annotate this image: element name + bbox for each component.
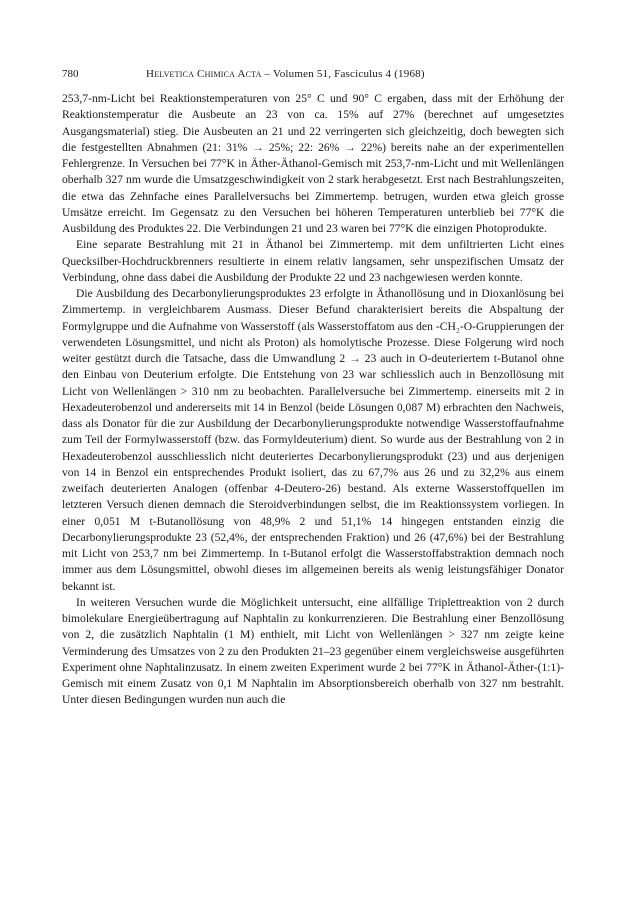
journal-page bbox=[62, 66, 564, 709]
journal-running-title bbox=[146, 66, 425, 82]
running-header bbox=[62, 66, 564, 82]
paragraph-4: In weiteren Versuchen wurde die Möglichkeit untersucht, eine allfällige Triplettreaktion von 2 durch bimolekulare Energieübertragung auf Naphtalin zu konkurrenzieren. Die Bestrahlung einer Benzollösung von 2, die zusätzlich Naphtalin (1 M) enthielt, mit Licht von Wellenlängen > 327 nm zeigte keine Verminderung des Umsatzes von 2 zu den Produkten 21–23 gegenüber einem vergleichsweise ausgeführten Experiment ohne Naphtalinzusatz. In einem zweiten Experiment wurde 2 bei 77°K in Äthanol-Äther-(1:1)-Gemisch mit einem Zusatz von 0,1 M Naphtalin im Absorptionsbereich oberhalb von 327 nm bestrahlt. Unter diesen Bedingungen wurden nun auch die bbox=[62, 595, 564, 707]
paragraph-3: Die Ausbildung des Decarbonylierungsproduktes 23 erfolgte in Äthanollösung und in Dioxanlösung bei Zimmertemp. in vergleichbarem Ausmass. Dieser Befund charakterisiert bereits die Abspaltung der Formylgruppe und die Aufnahme von Wasserstoff (als Wasserstoffatom aus den -CH₂-O-Gruppierungen der verwendeten Lösungsmittel, und nicht als Proton) als homolytische Prozesse. Diese Folgerung wird noch weiter gestützt durch die Tatsache, dass die Umwandlung 2 → 23 auch in O-deuteriertem t-Butanol ohne den Einbau von Deuterium erfolgte. Die Entstehung von 23 war schliesslich auch in Benzollösung mit Licht von Wellenlängen > 310 nm zu beobachten. Parallelversuche bei Zimmertemp. einerseits mit 2 in Hexadeuterobenzol und andererseits mit 14 in Benzol (beide Lösungen 0,087 M) erbrachten den Nachweis, dass als Donator für die zur Ausbildung der Decarbonylierungsprodukte notwendige Wasserstoffaufnahme zum Teil der Formylwasserstoff (bzw. das Formyldeuterium) dient. So wurde aus der Bestrahlung von 2 in Hexadeuterobenzol ausschliesslich nicht deuteriertes Decarbonylierungsprodukt (23) und aus derjenigen von 14 in Benzol ein entsprechendes Produkt isoliert, das zu 67,7% aus 26 und zu 32,2% aus einem zweifach deuterierten Analogen (offenbar 4-Deutero-26) bestand. Als externe Wasserstoffquellen im letzteren Versuch dienen demnach die Steroidverbindungen selbst, die im Reaktionssystem vorliegen. In einer 0,051 M t-Butanollösung von 48,9% 2 und 51,1% 14 hingegen entstanden einzig die Decarbonylierungsprodukte 23 (52,4%, der entsprechenden Fraktion) und 26 (47,6%) bei der Bestrahlung mit Licht von 253,7 nm bei Zimmertemp. In t-Butanol erfolgt die Wasserstoffabstraktion demnach noch immer aus dem Lösungsmittel, obwohl dieses im allgemeinen bereits als wenig leistungsfähiger Donator bekannt ist. bbox=[62, 287, 564, 593]
volume-info: – Volumen 51, Fasciculus 4 (1968) bbox=[264, 68, 425, 80]
paragraph-1: 253,7-nm-Licht bei Reaktionstemperaturen von 25° C und 90° C ergaben, dass mit der Erhöhung der Reaktionstemperatur die Ausbeute an 23 von ca. 15% auf 27% (berechnet auf umgesetztes Ausgangsmaterial) stieg. Die Ausbeuten an 21 und 22 verringerten sich gleichzeitig, doch bewegten sich die festgestellten Abnahmen (21: 31% → 25%; 22: 26% → 22%) bereits nahe an der experimentellen Fehlergrenze. In Versuchen bei 77°K in Äther-Äthanol-Gemisch mit 253,7-nm-Licht und mit Wellenlängen oberhalb 327 nm wurde die Umsatzgeschwindigkeit von 2 stark herabgesetzt. Erst nach Bestrahlungszeiten, die etwa das Zehnfache eines Parallelversuchs bei Zimmertemp. betrugen, wurden etwa gleich grosse Umsätze erreicht. Im Gegensatz zu den Versuchen bei höheren Temperaturen unterblieb bei 77°K die Ausbildung des Produktes 22. Die Verbindungen 21 und 23 waren bei 77°K die einzigen Photoprodukte. bbox=[62, 92, 564, 235]
paragraph-2: Eine separate Bestrahlung mit 21 in Äthanol bei Zimmertemp. mit dem unfiltrierten Licht eines Quecksilber-Hochdruckbrenners resultierte in einem relativ langsamen, sehr unspezifischen Umsatz der Verbindung, ohne dass dabei die Ausbildung der Produkte 22 und 23 nachgewiesen werden konnte. bbox=[62, 238, 564, 284]
page-number: 780 bbox=[62, 68, 79, 80]
journal-name: Helvetica Chimica Acta bbox=[146, 68, 262, 80]
